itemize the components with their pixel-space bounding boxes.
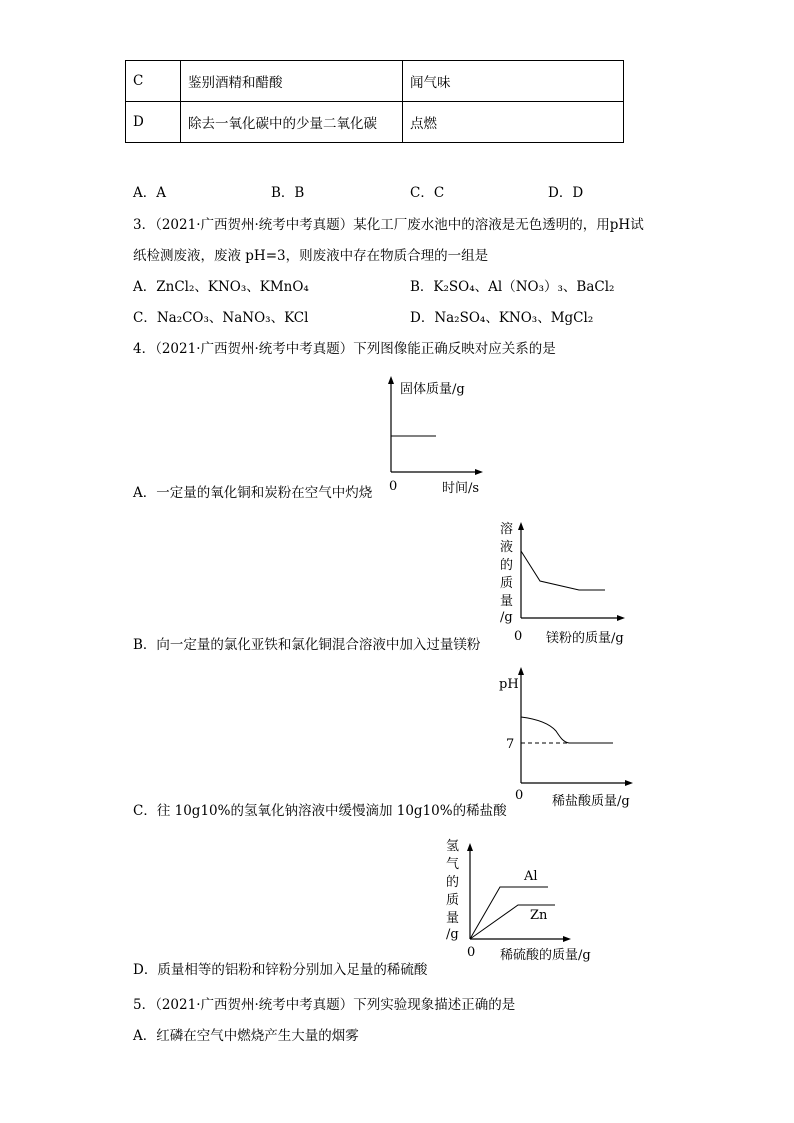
graph-d-ylabel-char: 氢 bbox=[446, 839, 460, 854]
graph-a bbox=[380, 372, 500, 497]
q2-option-d: D．D bbox=[548, 185, 584, 201]
q2-option-c: C．C bbox=[410, 185, 445, 201]
q2-option-b: B．B bbox=[271, 185, 305, 201]
graph-d-ylabel-char: 的 bbox=[446, 875, 460, 890]
graph-c-xlabel: 稀盐酸质量/g bbox=[552, 794, 630, 809]
q4-stem: 4．（2021·广西贺州·统考中考真题）下列图像能正确反映对应关系的是 bbox=[133, 341, 556, 357]
row-item: 除去一氧化碳中的少量二氧化碳 bbox=[181, 102, 403, 143]
q3-option-c: C．Na₂CO₃、NaNO₃、KCl bbox=[133, 310, 309, 326]
graph-b-ylabel-char: /g bbox=[500, 610, 513, 625]
graph-d-ylabel-char: /g bbox=[446, 927, 459, 942]
graph-c-curve bbox=[521, 717, 613, 743]
q2-option-a: A．A bbox=[133, 185, 166, 201]
q4-option-a: A．一定量的氧化铜和炭粉在空气中灼烧 bbox=[133, 485, 373, 501]
row-letter: C bbox=[126, 61, 181, 102]
graph-d-xlabel: 稀硫酸的质量/g bbox=[500, 948, 591, 963]
graph-d-ylabel-char: 量 bbox=[446, 911, 460, 926]
graph-b-ylabel-char: 液 bbox=[500, 540, 514, 555]
graph-c bbox=[493, 663, 643, 813]
q4-option-b: B．向一定量的氯化亚铁和氯化铜混合溶液中加入过量镁粉 bbox=[133, 637, 481, 653]
graph-b bbox=[493, 515, 643, 650]
q4-option-c: C．往 10g10%的氢氧化钠溶液中缓慢滴加 10g10%的稀盐酸 bbox=[133, 803, 507, 819]
graph-c-ylabel: pH bbox=[499, 677, 519, 692]
graph-a-xlabel: 时间/s bbox=[442, 481, 480, 496]
graph-b-ylabel-char: 质 bbox=[500, 576, 514, 591]
graph-c-origin: 0 bbox=[515, 788, 524, 803]
graph-d-ylabel-char: 质 bbox=[446, 893, 460, 908]
graph-a-origin: 0 bbox=[389, 479, 398, 494]
graph-d-origin: 0 bbox=[467, 945, 476, 960]
row-method: 点燃 bbox=[403, 102, 624, 143]
options-table bbox=[125, 60, 624, 143]
q3-stem-line1: 3．（2021·广西贺州·统考中考真题）某化工厂废水池中的溶液是无色透明的，用pH试 bbox=[133, 217, 644, 233]
graph-c-tick: 7 bbox=[506, 737, 515, 752]
q3-option-b: B．K₂SO₄、Al（NO₃）₃、BaCl₂ bbox=[410, 279, 615, 295]
graph-b-ylabel-char: 量 bbox=[500, 594, 514, 609]
graph-d-series-label: Zn bbox=[530, 908, 548, 923]
row-item: 鉴别酒精和醋酸 bbox=[181, 61, 403, 102]
graph-d-series-label: Al bbox=[524, 869, 538, 884]
graph-b-origin: 0 bbox=[514, 629, 523, 644]
q5-option-a: A．红磷在空气中燃烧产生大量的烟雾 bbox=[133, 1028, 359, 1044]
q3-option-a: A．ZnCl₂、KNO₃、KMnO₄ bbox=[133, 279, 309, 295]
table-row bbox=[126, 61, 624, 102]
q3-option-d: D．Na₂SO₄、KNO₃、MgCl₂ bbox=[410, 310, 594, 326]
row-method: 闻气味 bbox=[403, 61, 624, 102]
q4-option-d: D．质量相等的铝粉和锌粉分别加入足量的稀硫酸 bbox=[133, 962, 428, 978]
q3-stem-line2: 纸检测废液，废液 pH=3，则废液中存在物质合理的一组是 bbox=[133, 248, 489, 264]
graph-a-ylabel: 固体质量/g bbox=[400, 382, 465, 397]
graph-d-ylabel-char: 气 bbox=[446, 857, 460, 872]
graph-b-curve bbox=[521, 551, 605, 590]
graph-b-xlabel: 镁粉的质量/g bbox=[546, 631, 624, 646]
table-row bbox=[126, 102, 624, 143]
q5-stem: 5．（2021·广西贺州·统考中考真题）下列实验现象描述正确的是 bbox=[133, 997, 516, 1013]
graph-d bbox=[440, 830, 610, 970]
row-letter: D bbox=[126, 102, 181, 143]
graph-b-ylabel-char: 的 bbox=[500, 558, 514, 573]
graph-b-ylabel-char: 溶 bbox=[500, 522, 514, 537]
